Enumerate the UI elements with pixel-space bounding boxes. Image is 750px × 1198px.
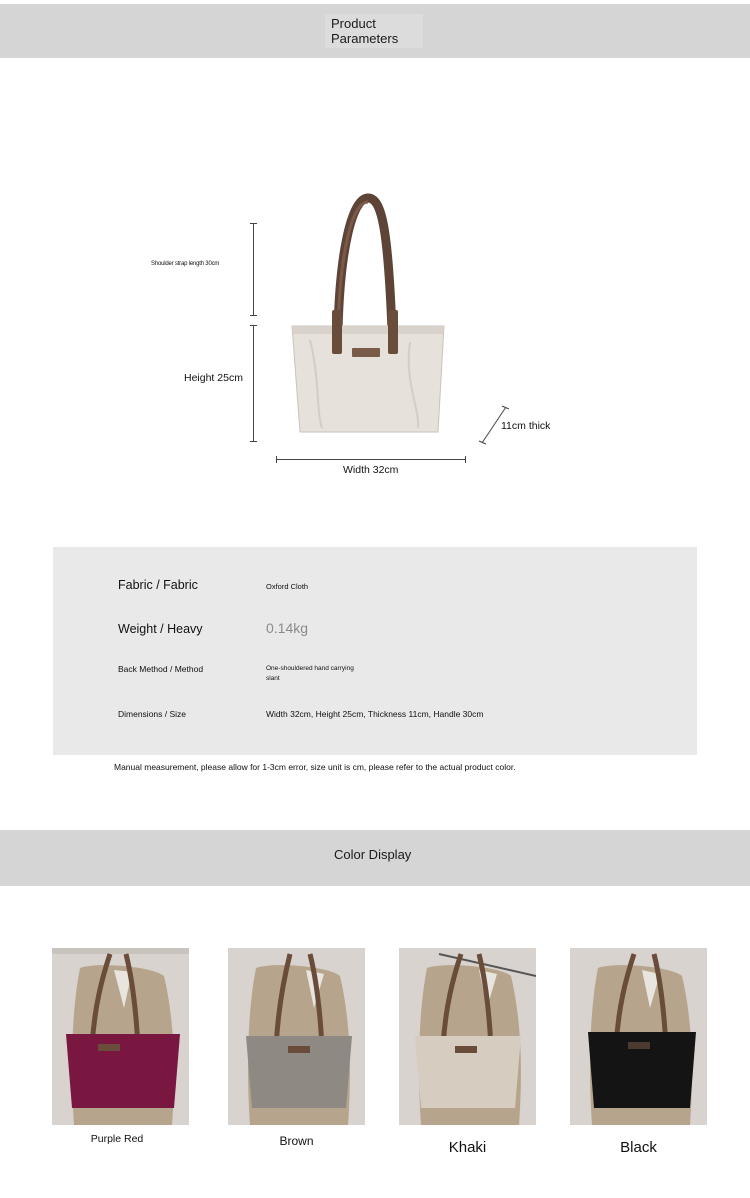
bag-body bbox=[66, 1034, 180, 1108]
height-label: Height 25cm bbox=[184, 372, 243, 384]
spec-value-dimensions: Width 32cm, Height 25cm, Thickness 11cm, Handle 30cm bbox=[266, 709, 484, 719]
height-measure-cap-top bbox=[250, 325, 257, 326]
banner-title-line2: Parameters bbox=[331, 31, 399, 46]
spec-value-back-method-line1: One-shouldered hand carrying bbox=[266, 665, 354, 672]
tote-bag-illustration bbox=[280, 190, 460, 440]
color-label-purple-red: Purple Red bbox=[90, 1133, 144, 1145]
width-measure-cap-left bbox=[276, 456, 277, 463]
width-measure-line bbox=[276, 459, 466, 460]
thickness-label: 11cm thick bbox=[501, 420, 551, 432]
color-photo-brown[interactable] bbox=[228, 948, 365, 1125]
strap-measure-cap-top bbox=[250, 223, 257, 224]
width-label: Width 32cm bbox=[343, 464, 399, 476]
measurement-note: Manual measurement, please allow for 1-3cm error, size unit is cm, please refer to the actual product color. bbox=[114, 762, 516, 772]
color-label-khaki: Khaki bbox=[448, 1139, 487, 1156]
color-display-banner bbox=[0, 830, 750, 886]
spec-key-back-method: Back Method / Method bbox=[118, 664, 204, 674]
banner-title-line1: Product bbox=[331, 16, 376, 31]
color-label-brown: Brown bbox=[279, 1134, 314, 1148]
color-photo-khaki[interactable] bbox=[399, 948, 536, 1125]
color-display-title: Color Display bbox=[334, 847, 412, 862]
specs-panel bbox=[53, 547, 697, 755]
strap-measure-line bbox=[253, 223, 254, 315]
height-measure-cap-bottom bbox=[250, 441, 257, 442]
width-measure-cap-right bbox=[465, 456, 466, 463]
spec-value-back-method bbox=[266, 664, 354, 684]
strap-measure-cap-bottom bbox=[250, 315, 257, 316]
spec-value-back-method-line2: slant bbox=[266, 675, 280, 682]
color-photo-black[interactable] bbox=[570, 948, 707, 1125]
spec-value-weight: 0.14kg bbox=[266, 620, 309, 636]
spec-key-dimensions: Dimensions / Size bbox=[118, 709, 187, 719]
spec-key-fabric: Fabric / Fabric bbox=[118, 578, 198, 592]
height-measure-line bbox=[253, 325, 254, 441]
spec-value-fabric: Oxford Cloth bbox=[266, 582, 309, 591]
strap-length-label: Shoulder strap length 30cm bbox=[151, 261, 220, 267]
color-photo-purple-red[interactable] bbox=[52, 948, 189, 1125]
spec-key-weight: Weight / Heavy bbox=[118, 622, 203, 636]
color-label-black: Black bbox=[620, 1139, 657, 1156]
product-parameters-banner bbox=[0, 4, 750, 58]
